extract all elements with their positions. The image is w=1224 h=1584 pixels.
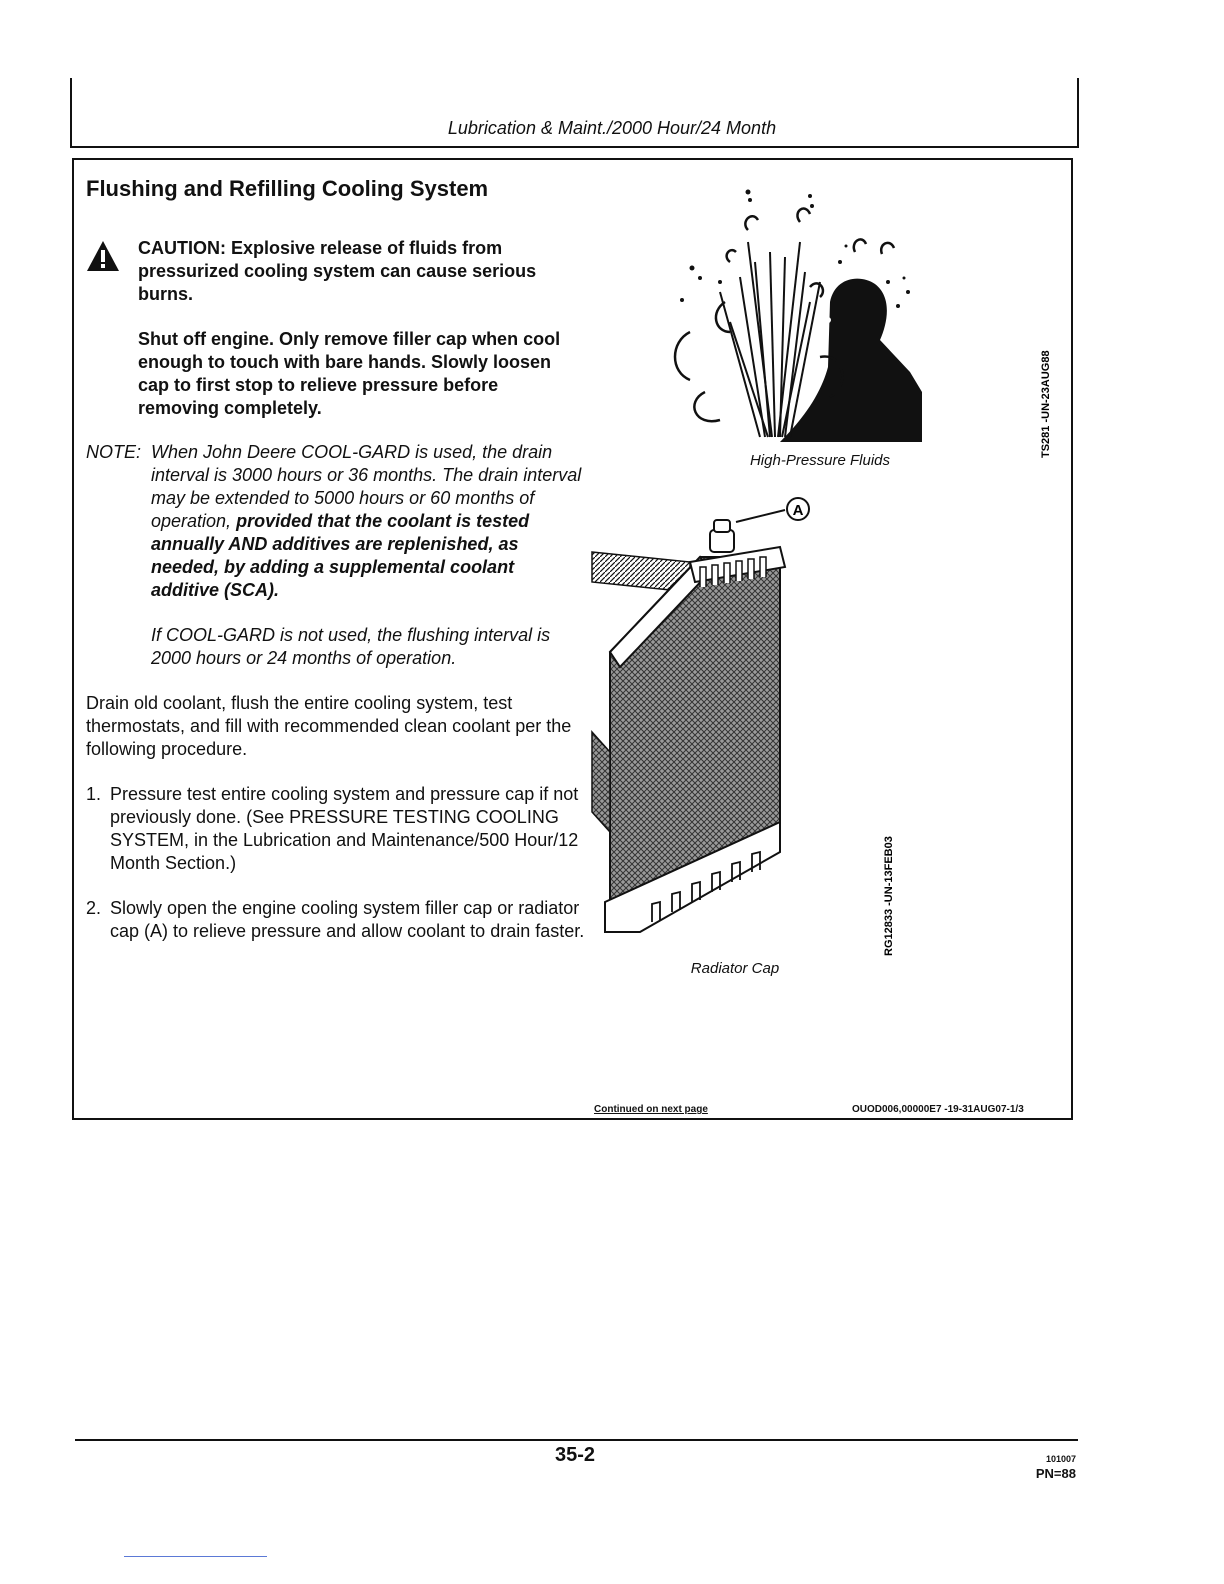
- figure-caption-high-pressure: High-Pressure Fluids: [749, 452, 891, 469]
- note-text: When John Deere COOL-GARD is used, the drain interval is 3000 hours or 36 months. The drain interval may be extended to 5000 hours or 60 months of operation,: [151, 442, 582, 531]
- note-emphasis: provided that the coolant is tested annually AND additives are replenished, as needed, by adding a supplemental coolant additive (SCA).: [151, 511, 530, 600]
- footer-pn: PN=88: [1035, 1466, 1076, 1481]
- step-number: 2.: [86, 898, 102, 918]
- figure-caption-radiator-cap: Radiator Cap: [690, 960, 780, 977]
- footer-date-code: 101007: [1045, 1454, 1076, 1464]
- continued-note: Continued on next page: [594, 1104, 708, 1115]
- document-reference: OUOD006,00000E7 -19-31AUG07-1/3: [852, 1104, 1024, 1115]
- note-block: [86, 441, 586, 692]
- link-underline: [124, 1556, 267, 1557]
- step-text: Pressure test entire cooling system and pressure cap if not previously done. (See PRESSURE TESTING COOLING SYSTEM, in the Lubrication and Maintenance/500 Hour/12 Month Section.): [110, 784, 579, 873]
- step-number: 1.: [86, 784, 102, 804]
- procedure-step: [86, 897, 586, 943]
- radiator-illustration: [590, 492, 825, 947]
- procedure-intro: Drain old coolant, flush the entire cooling system, test thermostats, and fill with recommended clean coolant per the following procedure.: [86, 693, 572, 759]
- figure-id-text: RG12833 -UN-13FEB03: [883, 836, 895, 956]
- caution-text: CAUTION: Explosive release of fluids from pressurized cooling system can cause serious burns.: [138, 238, 537, 304]
- step-text: Slowly open the engine cooling system filler cap or radiator cap (A) to relieve pressure and allow coolant to drain faster.: [110, 898, 585, 941]
- page-header-title: Lubrication & Maint./2000 Hour/24 Month: [447, 118, 777, 138]
- procedure-step: [86, 783, 586, 875]
- note-paragraph-2: If COOL-GARD is not used, the flushing interval is 2000 hours or 24 months of operation.: [151, 625, 551, 668]
- page-number: 35-2: [554, 1444, 596, 1466]
- footer-rule: [75, 1439, 1078, 1441]
- note-label: NOTE:: [86, 442, 142, 462]
- section-title: Flushing and Refilling Cooling System: [86, 176, 489, 201]
- figure-id-text: TS281 -UN-23AUG88: [1040, 350, 1052, 458]
- procedure-steps: [86, 783, 586, 965]
- callout-a-label: A: [792, 502, 804, 519]
- warning-triangle-icon: [86, 240, 120, 272]
- note-paragraph-1: [151, 441, 586, 602]
- caution-instructions: Shut off engine. Only remove filler cap when cool enough to touch with bare hands. Slowly loosen cap to first stop to relieve pressure before removing completely.: [138, 329, 561, 418]
- high-pressure-fluid-spray-icon: [660, 182, 930, 447]
- caution-block: [138, 237, 578, 442]
- figure-id-ts281: [1038, 318, 1052, 458]
- figure-id-rg12833: [880, 816, 896, 956]
